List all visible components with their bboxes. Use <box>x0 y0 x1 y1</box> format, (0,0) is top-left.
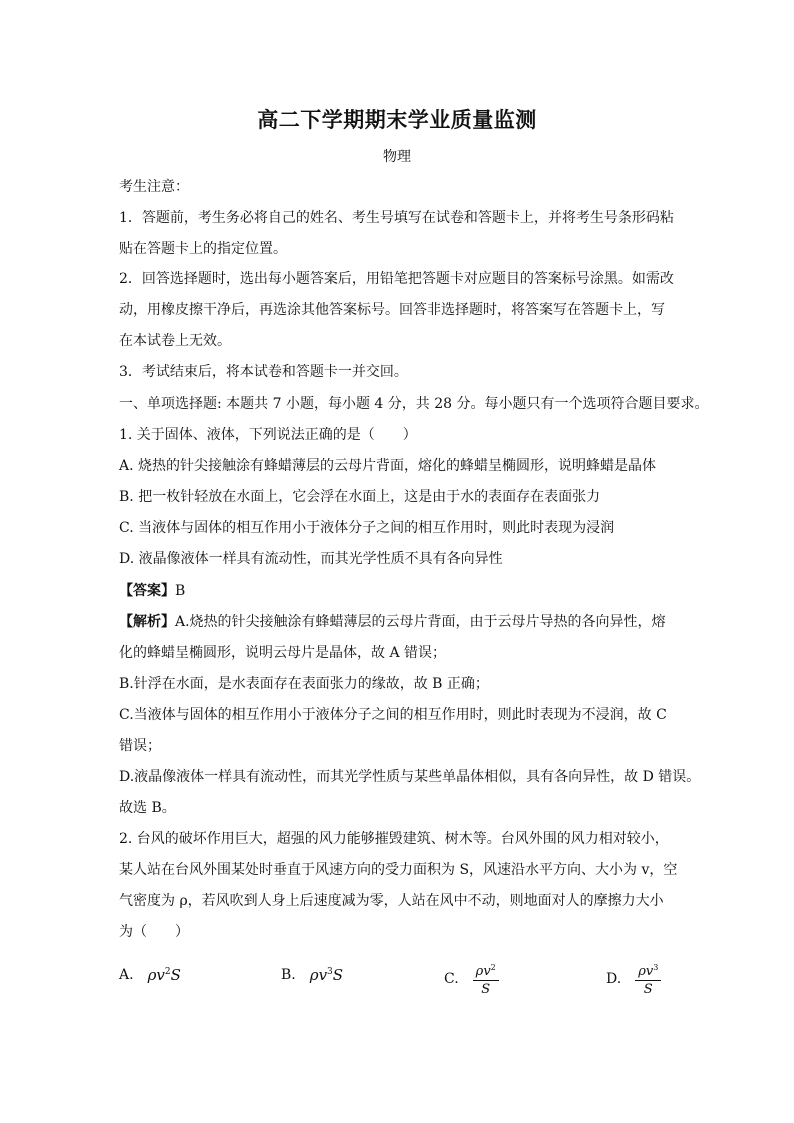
q2-option-b-tail: S <box>332 966 344 984</box>
q2-stem-line-4: 为（ ） <box>119 924 189 940</box>
notice-item-1-line-2: 贴在答题卡上的指定位置。 <box>119 241 287 257</box>
q2-stem-line-2: 某人站在台风外围某处时垂直于风速方向的受力面积为 S，风速沿水平方向、大小为 v，空 <box>119 862 678 878</box>
q1-analysis-text-1: A.烧热的针尖接触涂有蜂蜡薄层的云母片背面，由于云母片导热的各向异性，熔 <box>175 614 666 630</box>
q1-analysis-line-7: 故选 B。 <box>119 800 176 816</box>
q1-analysis-line-6: D.液晶像液体一样具有流动性，而其光学性质与某些单晶体相似，具有各向异性，故 D 错误。 <box>119 769 701 785</box>
q1-answer <box>119 581 185 601</box>
page-title: 高二下学期期末学业质量监测 <box>257 107 537 132</box>
q2-option-d <box>606 960 661 997</box>
q2-option-c-fraction <box>473 960 499 997</box>
q2-option-b-exp: 3 <box>327 967 333 977</box>
q1-analysis-label: 【解析】 <box>119 614 175 630</box>
q1-analysis-line-3: B.针浮在水面，是水表面存在表面张力的缘故，故 B 正确； <box>119 676 489 692</box>
q2-option-a-letter: A. <box>119 967 134 983</box>
q2-option-a-exp: 2 <box>164 967 171 977</box>
q2-option-b-formula <box>310 966 343 984</box>
q1-stem: 1. 关于固体、液体，下列说法正确的是（ ） <box>119 427 417 443</box>
q2-option-c-num-exp: 2 <box>490 963 496 972</box>
notice-item-2-line-2: 动，用橡皮擦干净后，再选涂其他答案标号。回答非选择题时，将答案写在答题卡上，写 <box>119 302 665 318</box>
q1-option-a: A. 烧热的针尖接触涂有蜂蜡薄层的云母片背面，熔化的蜂蜡呈椭圆形，说明蜂蜡是晶体 <box>119 458 657 474</box>
q2-option-a-base: ρv <box>147 966 165 984</box>
q2-option-a <box>119 966 181 984</box>
q2-option-c-letter: C. <box>444 970 459 987</box>
q1-option-c: C. 当液体与固体的相互作用小于液体分子之间的相互作用时，则此时表现为浸润 <box>119 520 615 536</box>
q2-option-d-numerator <box>635 960 661 981</box>
q2-stem-line-1: 2. 台风的破坏作用巨大，超强的风力能够摧毁建筑、树木等。台风外围的风力相对较小， <box>119 831 669 847</box>
q2-option-c-num-base: ρv <box>475 964 491 979</box>
q1-analysis-line-5: 错误； <box>119 738 161 754</box>
q1-answer-value: B <box>175 583 186 599</box>
q2-option-b <box>281 966 343 984</box>
q1-analysis-line-1 <box>119 612 666 632</box>
q2-stem-line-3: 气密度为 ρ，若风吹到人身上后速度减为零，人站在风中不动，则地面对人的摩擦力大小 <box>119 893 664 909</box>
notice-item-2-line-3: 在本试卷上无效。 <box>119 333 231 349</box>
q2-option-a-tail: S <box>170 966 181 984</box>
q2-option-d-denominator: S <box>643 982 653 997</box>
q2-option-d-fraction <box>635 960 661 997</box>
q2-option-d-num-exp: 3 <box>653 963 659 972</box>
q2-option-c-numerator <box>473 960 499 981</box>
q2-option-d-num-base: ρv <box>638 964 654 979</box>
notice-item-2-line-1: 2．回答选择题时，选出每小题答案后，用铅笔把答题卡对应题目的答案标号涂黑。如需改 <box>119 271 674 287</box>
notice-item-1-line-1: 1．答题前，考生务必将自己的姓名、考生号填写在试卷和答题卡上，并将考生号条形码粘 <box>119 210 674 226</box>
q1-analysis-line-2: 化的蜂蜡呈椭圆形，说明云母片是晶体，故 A 错误； <box>119 645 447 661</box>
q2-option-d-letter: D. <box>606 970 622 987</box>
q2-option-b-letter: B. <box>281 967 296 983</box>
q2-option-a-formula <box>148 966 181 984</box>
q1-analysis-line-4: C.当液体与固体的相互作用小于液体分子之间的相互作用时，则此时表现为不浸润，故 C <box>119 707 667 723</box>
notice-item-3-line-1: 3．考试结束后，将本试卷和答题卡一并交回。 <box>119 364 408 380</box>
q1-answer-label: 【答案】 <box>119 583 175 599</box>
q2-option-c-denominator: S <box>481 982 491 997</box>
subject-label: 物理 <box>383 149 411 165</box>
q1-option-d: D. 液晶像液体一样具有流动性，而其光学性质不具有各向异性 <box>119 551 503 567</box>
q1-option-b: B. 把一枚针轻放在水面上，它会浮在水面上，这是由于水的表面存在表面张力 <box>119 489 601 505</box>
q2-option-b-base: ρv <box>309 966 328 984</box>
q2-option-c <box>444 960 499 997</box>
notice-heading: 考生注意： <box>119 179 189 195</box>
section-heading: 一、单项选择题: 本题共 7 小题，每小题 4 分，共 28 分。每小题只有一个选项符合题目要求。 <box>119 396 709 412</box>
